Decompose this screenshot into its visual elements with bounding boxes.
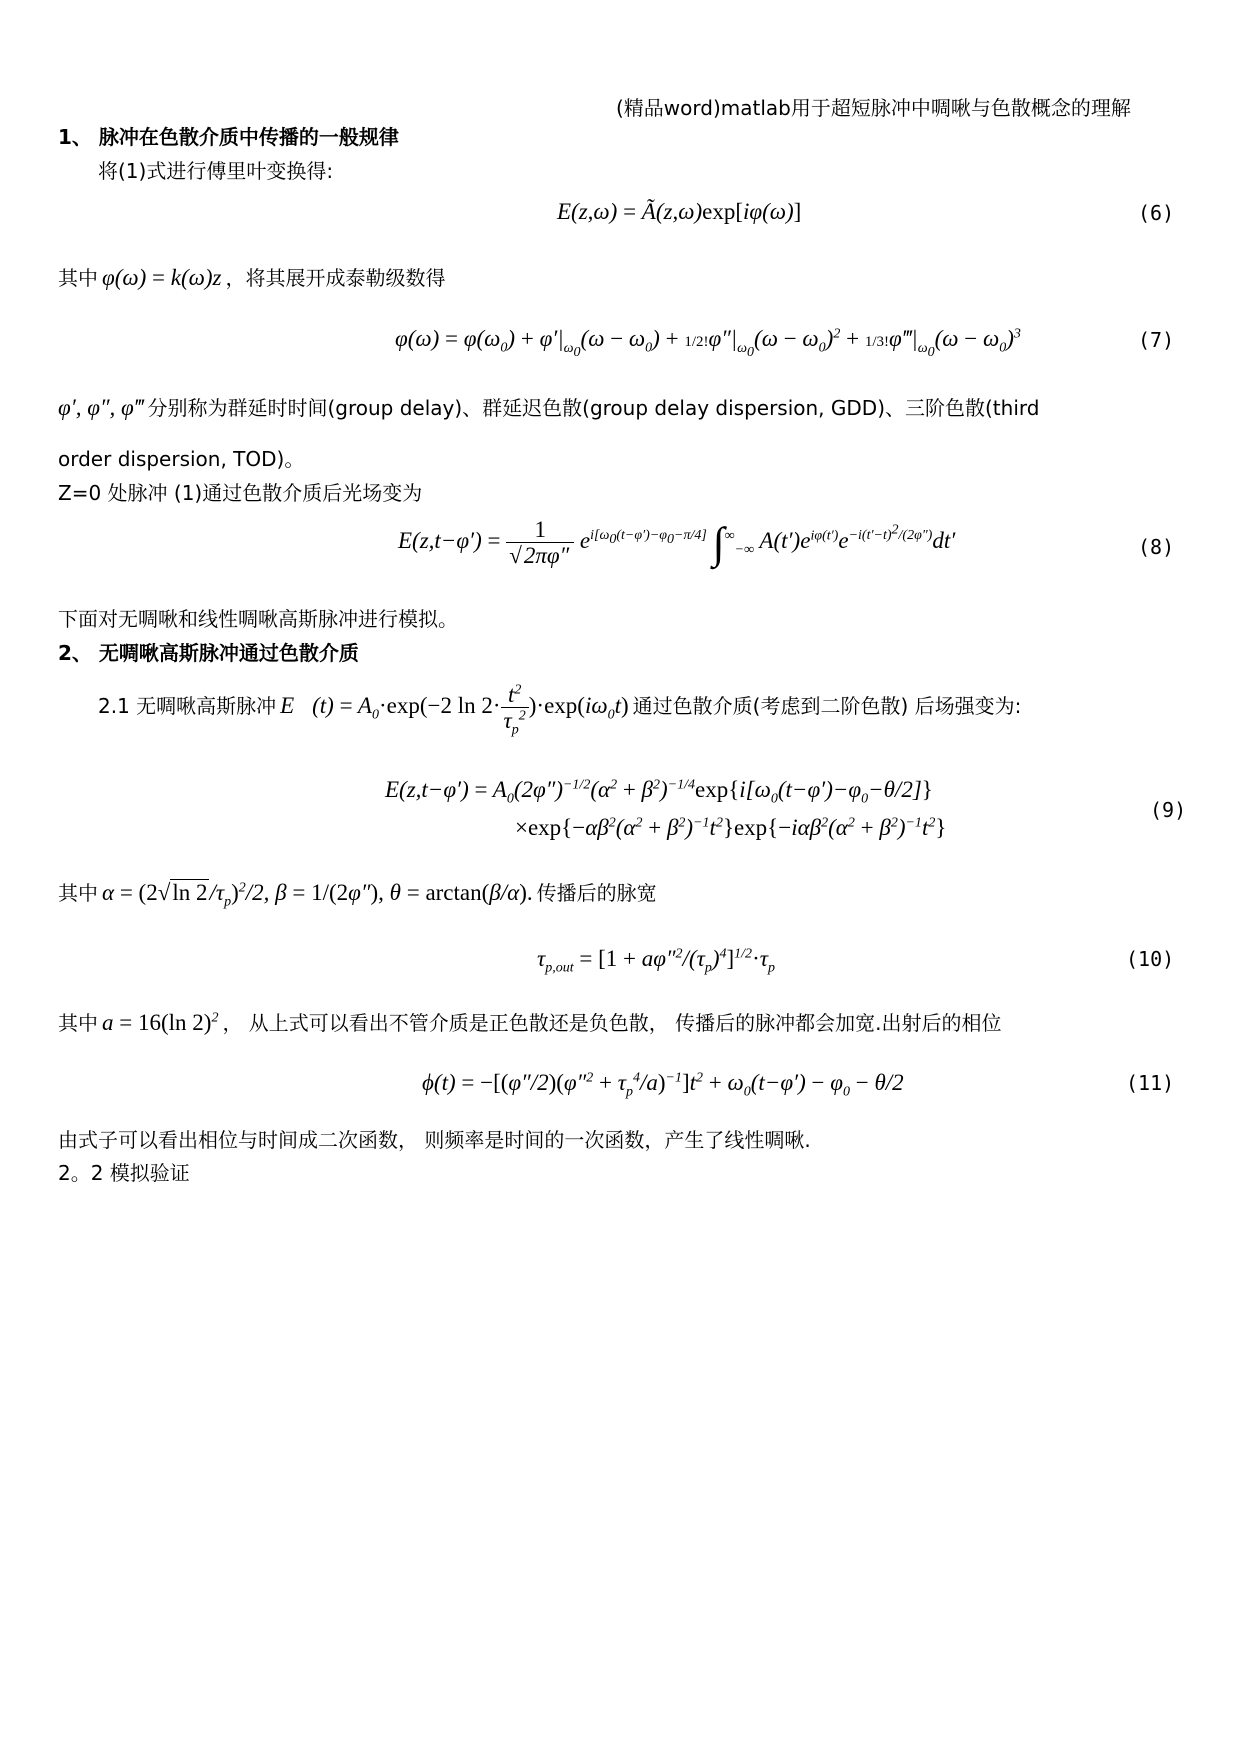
expansion-sentence: [58, 262, 446, 291]
expansion-post: ，将其展开成泰勒级数得: [225, 266, 446, 290]
gaussian-pulse-field: E⃗(t) = $A_0\cdot\exp(-2$ ln 2· $\frac{t^2}{\tau_p^2}$ )$\cdot\exp(i\omega_0t)$: [280, 682, 629, 738]
dispersion-definitions-line-1: [58, 392, 1039, 421]
where-pre: 其中: [58, 881, 98, 905]
fourier-intro: 将(1)式进行傅里叶变换得:: [98, 159, 334, 183]
a-pre: 其中: [58, 1011, 98, 1035]
subsection-2-1-post: 通过色散介质(考虑到二阶色散) 后场强变为:: [632, 694, 1022, 719]
conclusion-line: 由式子可以看出相位与时间成二次函数， 则频率是时间的一次函数，产生了线性啁啾.: [58, 1128, 811, 1152]
phase-definition: φ(ω) = k(ω)z: [102, 265, 222, 290]
equation-6-number: (6): [1138, 201, 1175, 225]
a-definition: a = 16(ln 2)$^2$: [102, 1010, 219, 1035]
equation-10-number: (10): [1126, 947, 1175, 971]
subsection-2-1-line: [98, 682, 1022, 738]
running-title: (精品word)matlab用于超短脉冲中啁啾与色散概念的理解: [616, 96, 1131, 120]
phase-derivatives: φ′, φ″, φ‴: [58, 395, 144, 420]
equation-11: $\phi(t) = -[(\varphi''/2)(\varphi''^2 + \tau_p^4/a)^{-1}]t^2 + \omega_0(t-\varphi') - \varphi_0 - \theta/2$: [422, 1070, 904, 1100]
a-definition-line: [58, 1007, 1002, 1036]
equation-8: E(z,t−φ′) = $\frac{1}{√2\pi\varphi''}$ $e^{i[\omega_0(t-\varphi')-\varphi_0-\pi/4]}$ $\int^\infty_{-\infty}$ $A(t')e^{i\varphi(t')}e^{-i(t'-t)^2/(2\varphi'')}dt'$: [398, 517, 956, 569]
simulation-intro: 下面对无啁啾和线性啁啾高斯脉冲进行模拟。: [58, 607, 458, 631]
equation-8-number: (8): [1138, 535, 1175, 559]
alpha-beta-definition-line: [58, 877, 657, 910]
a-post: ， 从上式可以看出不管介质是正色散还是负色散， 传播后的脉冲都会加宽.出射后的相位: [222, 1011, 1002, 1035]
definitions-text: 分别称为群延时时间(group delay)、群延迟色散(group delay dispersion, GDD)、三阶色散(third: [147, 396, 1040, 420]
expansion-pre: 其中: [58, 266, 98, 290]
equation-7: $\varphi(\omega) = \varphi(\omega_0) + \varphi'|_{\omega_0}(\omega - \omega_0) + 1/2!\varphi''|_{\omega_0}(\omega - \omega_0)^2$ + $1/3!\varphi‴|_{\omega_0}(\omega - \omega_0)^3$: [395, 326, 1021, 360]
equation-9-line-1: $E(z,t-\varphi') = A_0(2\varphi'')^{-1/2}(\alpha^2 + \beta^2)^{-1/4}\exp\{i[\omega_0(t-\varphi')-\varphi_0-\theta/2]\}$: [385, 777, 933, 807]
equation-7-number: (7): [1138, 328, 1175, 352]
subsection-2-1-pre: 2.1 无啁啾高斯脉冲: [98, 694, 277, 719]
z0-pulse-line: Z=0 处脉冲 (1)通过色散介质后光场变为: [58, 481, 423, 505]
equation-11-number: (11): [1126, 1071, 1175, 1095]
equation-9-line-2: $\times\exp\{-\alpha\beta^2(\alpha^2 + \beta^2)^{-1}t^2\}\exp\{-i\alpha\beta^2(\alpha^2 + \beta^2)^{-1}t^2\}$: [515, 815, 947, 840]
alpha-beta-theta-definitions: α = (2√ln $2/\tau_p)^2/2$, β = 1/(2φ″), θ = arctan(β/α).: [102, 880, 533, 910]
equation-6: E(z,ω) = Ã(z,ω)exp[iφ(ω)]: [557, 199, 802, 224]
section-1-heading: 1、 脉冲在色散介质中传播的一般规律: [58, 125, 399, 149]
equation-10: $\tau_{p,out} = [1 + a\varphi''^2/(\tau_p)^4]^{1/2}\cdot\tau_p$: [537, 946, 775, 976]
section-2-heading: 2、 无啁啾高斯脉冲通过色散介质: [58, 641, 359, 665]
where-post: 传播后的脉宽: [536, 881, 657, 905]
equation-9-number: (9): [1150, 798, 1187, 822]
dispersion-definitions-line-2: order dispersion, TOD)。: [58, 447, 305, 471]
subsection-2-2-heading: 2。2 模拟验证: [58, 1161, 190, 1185]
